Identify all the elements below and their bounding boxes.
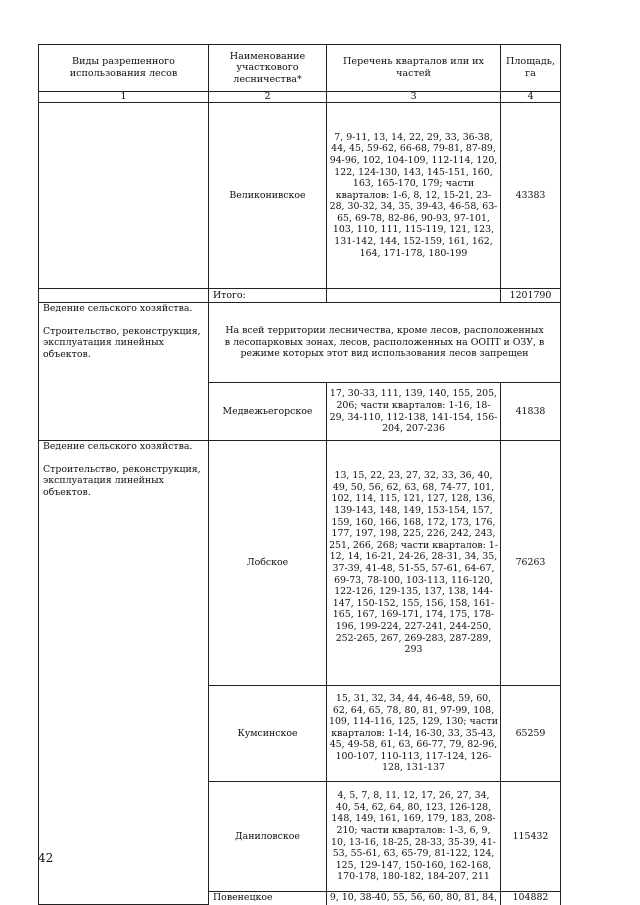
area-value: 41838 [501, 383, 561, 441]
header-use-type: Виды разрешенного использования лесов [39, 45, 209, 92]
quarters-list: 13, 15, 22, 23, 27, 32, 33, 36, 40, 49, 50, 56, 62, 63, 68, 74-77, 101, 102, 114, 115, 121, 127, 128, 136, 139-143, 148, 149, 153-154, 157, 159, 160, 166, 168, 172, 173, 176, 177, 197, 198, 225, 226, 242, 243, 251, 266, 268; части кварталов: 1-12, 14, 16-21, 24-26, 28-31, 34, 35, 37-39, 41-48, 51-55, 57-61, 64-67, 69-73, 78-100, 103-113, 116-120, 122-126, 129-135, 137, 138, 144-147, 150-152, 155, 156, 158, 161-165, 167, 169-171, 174, 175, 178-196, 199-224, 227-241, 244-250, 252-265, 267, 269-283, 287-289, 293 [327, 441, 501, 686]
use-type-construction: Строительство, реконструкция, эксплуатация линейных объектов. [43, 325, 201, 360]
quarters-list: 9, 10, 38-40, 55, 56, 60, 80, 81, 84, [327, 892, 501, 905]
quarters-list: 4, 5, 7, 8, 11, 12, 17, 26, 27, 34, 40, 54, 62, 64, 80, 123, 126-128, 148, 149, 161, 169, 179, 183, 208-210; части кварталов: 1-3, 6, 9, 10, 13-16, 18-25, 28-33, 35-39, 41-53, 55-61, 63, 65-79, 81-122, 124, 125, 129-147, 150-160, 162-168, 170-178, 180-182, 184-207, 211 [327, 782, 501, 892]
use-type-agriculture: Ведение сельского хозяйства. [43, 303, 193, 314]
area-value: 76263 [501, 441, 561, 686]
table-header-row [39, 45, 561, 92]
header-quarters-list: Перечень кварталов или их частей [327, 45, 501, 92]
quarters-list: 15, 31, 32, 34, 44, 46-48, 59, 60, 62, 64, 65, 78, 80, 81, 97-99, 108, 109, 114-116, 125, 129, 130; части кварталов: 1-14, 16-30, 33, 35-43, 45, 49-58, 61, 63, 66-77, 79, 82-96, 100-107, 110-113, 117-124, 126-128, 131-137 [327, 686, 501, 782]
total-quarters-empty [327, 289, 501, 303]
page-number: 42 [38, 851, 54, 865]
quarters-list: 7, 9-11, 13, 14, 22, 29, 33, 36-38, 44, 45, 59-62, 66-68, 79-81, 87-89, 94-96, 102, 104-109, 112-114, 120, 122, 124-130, 143, 145-151, 160, 163, 165-170, 179; части кварталов: 1-6, 8, 12, 15-21, 23-28, 30-32, 34, 35, 39-43, 46-58, 63-65, 69-78, 82-86, 90-93, 97-101, 103, 110, 111, 115-119, 121, 123, 131-142, 144, 152-159, 161, 162, 164, 171-178, 180-199 [327, 103, 501, 289]
column-number: 4 [501, 92, 561, 103]
use-type-cell-empty [39, 103, 209, 289]
area-value: 65259 [501, 686, 561, 782]
table-row [39, 103, 561, 289]
quarters-list: 17, 30-33, 111, 139, 140, 155, 205, 206; части кварталов: 1-16, 18-29, 34-110, 112-138, 141-154, 156-204, 207-236 [327, 383, 501, 441]
use-type-cell-empty [39, 289, 209, 303]
use-type-construction: Строительство, реконструкция, эксплуатация линейных объектов. [43, 463, 201, 498]
column-number: 2 [209, 92, 327, 103]
table-row [39, 441, 561, 686]
table-row [39, 303, 561, 383]
forestry-name: Лобское [209, 441, 327, 686]
forestry-name: Медвежьегорское [209, 383, 327, 441]
area-value: 104882 [501, 892, 561, 905]
use-type-cell [39, 303, 209, 441]
area-value: 43383 [501, 103, 561, 289]
header-forestry-name: Наименование участкового лесничества* [209, 45, 327, 92]
use-type-cell [39, 441, 209, 905]
header-area: Площадь, га [501, 45, 561, 92]
use-type-agriculture: Ведение сельского хозяйства. [43, 441, 193, 452]
forest-use-table [38, 44, 561, 905]
column-number: 3 [327, 92, 501, 103]
forestry-name: Повенецкое [209, 892, 327, 905]
column-number-row [39, 92, 561, 103]
forestry-name: Кумсинское [209, 686, 327, 782]
territory-note: На всей территории лесничества, кроме лесов, расположенных в лесопарковых зонах, лесов, расположенных на ООПТ и ОЗУ, в режиме которых этот вид использования лесов запрещен [209, 303, 561, 383]
column-number: 1 [39, 92, 209, 103]
total-area: 1201790 [501, 289, 561, 303]
forestry-name: Великонивское [209, 103, 327, 289]
total-row [39, 289, 561, 303]
forestry-name: Даниловское [209, 782, 327, 892]
total-label: Итого: [209, 289, 327, 303]
area-value: 115432 [501, 782, 561, 892]
